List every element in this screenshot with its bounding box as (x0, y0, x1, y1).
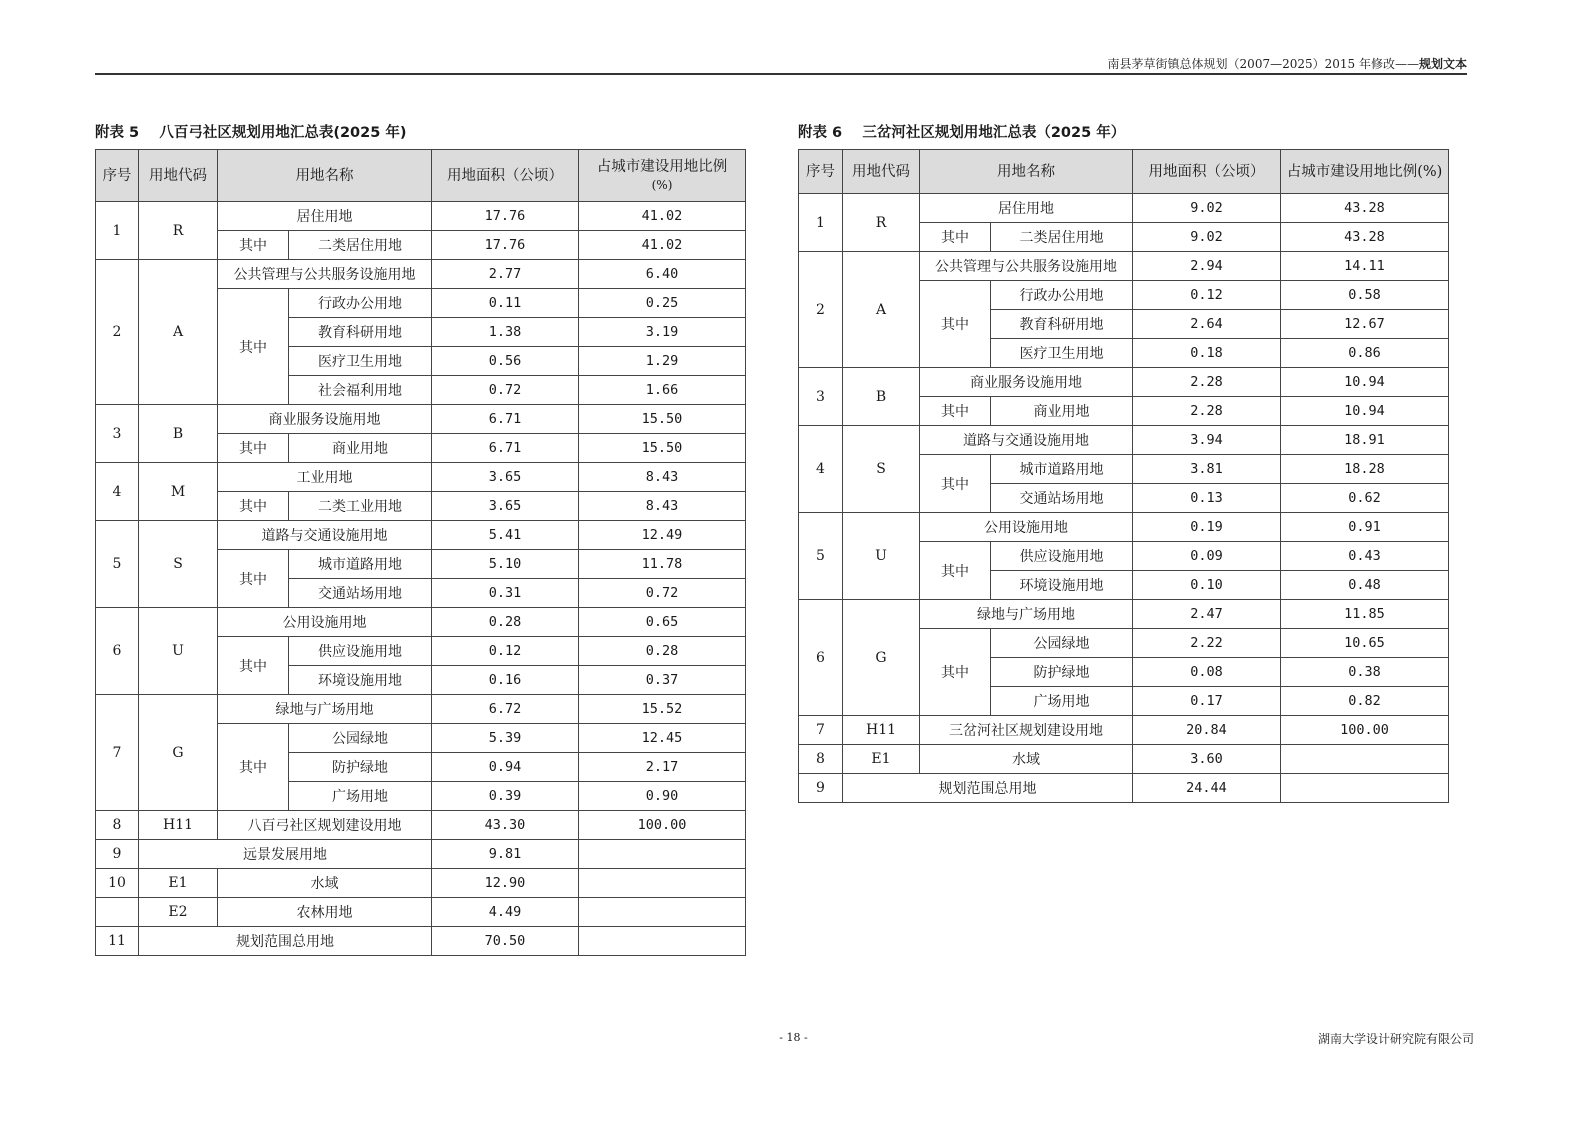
cell-name: 八百弓社区规划建设用地 (218, 811, 432, 840)
table-row (96, 260, 746, 289)
cell-ratio-empty (1281, 745, 1449, 774)
cell-area: 3.65 (432, 492, 579, 521)
cell-area: 0.17 (1133, 687, 1281, 716)
cell-sub-name: 交通站场用地 (991, 484, 1133, 513)
cell-code: S (843, 426, 920, 513)
cell-sub-label: 其中 (218, 289, 289, 405)
cell-ratio: 0.38 (1281, 658, 1449, 687)
cell-area: 0.18 (1133, 339, 1281, 368)
cell-seq: 6 (96, 608, 139, 695)
cell-code: E2 (139, 898, 218, 927)
cell-area: 9.81 (432, 840, 579, 869)
cell-area: 0.09 (1133, 542, 1281, 571)
cell-sub-name: 防护绿地 (991, 658, 1133, 687)
cell-sub-name: 二类居住用地 (991, 223, 1133, 252)
cell-sub-label: 其中 (218, 724, 289, 811)
cell-sub-name: 医疗卫生用地 (991, 339, 1133, 368)
cell-seq: 6 (799, 600, 843, 716)
cell-ratio: 8.43 (579, 492, 746, 521)
cell-code: U (139, 608, 218, 695)
cell-name: 规划范围总用地 (139, 927, 432, 956)
cell-sub-label: 其中 (218, 231, 289, 260)
cell-area: 6.71 (432, 405, 579, 434)
cell-sub-label: 其中 (920, 281, 991, 368)
cell-seq: 9 (96, 840, 139, 869)
header-ratio: 占城市建设用地比例(%) (1281, 150, 1449, 194)
cell-code: A (843, 252, 920, 368)
cell-ratio: 0.82 (1281, 687, 1449, 716)
cell-name: 公用设施用地 (920, 513, 1133, 542)
cell-area: 3.60 (1133, 745, 1281, 774)
cell-area: 0.31 (432, 579, 579, 608)
header-title-prefix: 南县茅草街镇总体规划（2007—2025）2015 年修改—— (1107, 57, 1419, 71)
cell-sub-name: 城市道路用地 (991, 455, 1133, 484)
cell-sub-label: 其中 (920, 223, 991, 252)
cell-seq: 7 (799, 716, 843, 745)
cell-sub-name: 供应设施用地 (289, 637, 432, 666)
table-row (96, 405, 746, 434)
table6-header-row (799, 150, 1449, 194)
cell-ratio: 0.25 (579, 289, 746, 318)
cell-code: H11 (139, 811, 218, 840)
cell-ratio: 6.40 (579, 260, 746, 289)
cell-area: 0.12 (1133, 281, 1281, 310)
cell-area: 2.47 (1133, 600, 1281, 629)
table-row (799, 194, 1449, 223)
header-ratio-label: 占城市建设用地比例 (596, 158, 728, 175)
cell-area: 9.02 (1133, 223, 1281, 252)
cell-ratio: 12.49 (579, 521, 746, 550)
cell-sub-label: 其中 (920, 397, 991, 426)
table-row (96, 840, 746, 869)
cell-seq: 2 (96, 260, 139, 405)
cell-code: E1 (843, 745, 920, 774)
cell-name: 公共管理与公共服务设施用地 (920, 252, 1133, 281)
cell-ratio: 0.58 (1281, 281, 1449, 310)
cell-area: 3.94 (1133, 426, 1281, 455)
table-row (799, 252, 1449, 281)
cell-seq: 5 (799, 513, 843, 600)
cell-code: R (139, 202, 218, 260)
cell-area: 17.76 (432, 231, 579, 260)
table-row (799, 745, 1449, 774)
cell-ratio: 15.50 (579, 405, 746, 434)
cell-ratio-empty (579, 927, 746, 956)
cell-area: 0.19 (1133, 513, 1281, 542)
cell-area: 5.10 (432, 550, 579, 579)
page-number: - 18 - (779, 1031, 808, 1044)
table-row (799, 368, 1449, 397)
cell-sub-label: 其中 (920, 455, 991, 513)
cell-name: 道路与交通设施用地 (218, 521, 432, 550)
cell-area: 6.72 (432, 695, 579, 724)
table-row (799, 600, 1449, 629)
cell-name: 公用设施用地 (218, 608, 432, 637)
cell-ratio: 0.91 (1281, 513, 1449, 542)
cell-ratio: 0.37 (579, 666, 746, 695)
cell-ratio: 0.72 (579, 579, 746, 608)
cell-sub-name: 广场用地 (289, 782, 432, 811)
header-code: 用地代码 (139, 150, 218, 202)
cell-sub-name: 防护绿地 (289, 753, 432, 782)
table-row (96, 202, 746, 231)
cell-seq: 10 (96, 869, 139, 898)
cell-name: 公共管理与公共服务设施用地 (218, 260, 432, 289)
header-title-bold: 规划文本 (1418, 57, 1467, 71)
cell-code: S (139, 521, 218, 608)
cell-area: 17.76 (432, 202, 579, 231)
cell-ratio: 0.43 (1281, 542, 1449, 571)
cell-ratio: 11.85 (1281, 600, 1449, 629)
cell-sub-name: 商业用地 (991, 397, 1133, 426)
table-row (96, 695, 746, 724)
cell-area: 2.64 (1133, 310, 1281, 339)
cell-seq: 4 (96, 463, 139, 521)
cell-ratio: 43.28 (1281, 194, 1449, 223)
cell-ratio-empty (579, 898, 746, 927)
cell-ratio: 10.94 (1281, 368, 1449, 397)
cell-name: 农林用地 (218, 898, 432, 927)
header-ratio (579, 150, 746, 202)
cell-ratio: 0.28 (579, 637, 746, 666)
cell-seq: 7 (96, 695, 139, 811)
cell-ratio: 1.66 (579, 376, 746, 405)
header-name: 用地名称 (920, 150, 1133, 194)
cell-ratio: 0.48 (1281, 571, 1449, 600)
cell-ratio: 18.28 (1281, 455, 1449, 484)
table5-header-row (96, 150, 746, 202)
cell-area: 4.49 (432, 898, 579, 927)
cell-name: 远景发展用地 (139, 840, 432, 869)
table-row (96, 608, 746, 637)
table-row (799, 774, 1449, 803)
document-header (1108, 55, 1467, 72)
cell-sub-name: 行政办公用地 (991, 281, 1133, 310)
cell-ratio: 100.00 (1281, 716, 1449, 745)
cell-area: 3.65 (432, 463, 579, 492)
cell-area: 70.50 (432, 927, 579, 956)
cell-ratio: 0.86 (1281, 339, 1449, 368)
cell-seq: 1 (96, 202, 139, 260)
table-row (96, 869, 746, 898)
cell-ratio: 15.50 (579, 434, 746, 463)
table6 (798, 149, 1449, 803)
cell-seq: 5 (96, 521, 139, 608)
header-area: 用地面积（公顷） (1133, 150, 1281, 194)
cell-sub-name: 医疗卫生用地 (289, 347, 432, 376)
table5 (95, 149, 746, 956)
cell-ratio: 11.78 (579, 550, 746, 579)
cell-sub-name: 环境设施用地 (991, 571, 1133, 600)
cell-sub-label: 其中 (218, 637, 289, 695)
cell-seq: 9 (799, 774, 843, 803)
table5-container (95, 123, 745, 956)
cell-ratio: 43.28 (1281, 223, 1449, 252)
cell-area: 12.90 (432, 869, 579, 898)
cell-seq: 1 (799, 194, 843, 252)
table-row (96, 927, 746, 956)
cell-ratio: 3.19 (579, 318, 746, 347)
cell-sub-name: 商业用地 (289, 434, 432, 463)
cell-name: 水域 (218, 869, 432, 898)
table-row (96, 811, 746, 840)
cell-name: 居住用地 (920, 194, 1133, 223)
cell-area: 2.94 (1133, 252, 1281, 281)
cell-area: 9.02 (1133, 194, 1281, 223)
cell-sub-label: 其中 (920, 629, 991, 716)
cell-code: R (843, 194, 920, 252)
cell-area: 0.12 (432, 637, 579, 666)
cell-ratio: 10.94 (1281, 397, 1449, 426)
cell-area: 1.38 (432, 318, 579, 347)
cell-seq: 8 (799, 745, 843, 774)
table-row (96, 898, 746, 927)
cell-area: 0.08 (1133, 658, 1281, 687)
cell-area: 0.72 (432, 376, 579, 405)
table-row (96, 463, 746, 492)
cell-ratio: 8.43 (579, 463, 746, 492)
cell-name: 商业服务设施用地 (218, 405, 432, 434)
table5-title: 附表 5 八百弓社区规划用地汇总表(2025 年) (95, 125, 407, 141)
cell-sub-name: 公园绿地 (289, 724, 432, 753)
cell-area: 0.56 (432, 347, 579, 376)
cell-area: 0.10 (1133, 571, 1281, 600)
cell-ratio: 41.02 (579, 231, 746, 260)
cell-name: 规划范围总用地 (843, 774, 1133, 803)
cell-area: 43.30 (432, 811, 579, 840)
cell-name: 绿地与广场用地 (920, 600, 1133, 629)
cell-seq: 2 (799, 252, 843, 368)
cell-ratio: 100.00 (579, 811, 746, 840)
table6-title: 附表 6 三岔河社区规划用地汇总表（2025 年） (798, 125, 1126, 141)
cell-ratio: 0.90 (579, 782, 746, 811)
cell-ratio: 0.65 (579, 608, 746, 637)
cell-area: 2.22 (1133, 629, 1281, 658)
cell-seq: 8 (96, 811, 139, 840)
cell-code: U (843, 513, 920, 600)
cell-seq-empty (96, 898, 139, 927)
cell-area: 20.84 (1133, 716, 1281, 745)
cell-code: B (139, 405, 218, 463)
table-row (799, 513, 1449, 542)
cell-name: 三岔河社区规划建设用地 (920, 716, 1133, 745)
cell-ratio: 15.52 (579, 695, 746, 724)
cell-sub-name: 公园绿地 (991, 629, 1133, 658)
cell-code: M (139, 463, 218, 521)
cell-area: 24.44 (1133, 774, 1281, 803)
cell-name: 绿地与广场用地 (218, 695, 432, 724)
table-row (799, 426, 1449, 455)
cell-ratio: 41.02 (579, 202, 746, 231)
cell-area: 0.94 (432, 753, 579, 782)
header-ratio-unit: (%) (651, 177, 673, 192)
cell-name: 工业用地 (218, 463, 432, 492)
cell-ratio: 1.29 (579, 347, 746, 376)
cell-sub-label: 其中 (218, 550, 289, 608)
cell-code: G (139, 695, 218, 811)
header-seq: 序号 (799, 150, 843, 194)
header-divider (95, 73, 1467, 75)
cell-area: 5.39 (432, 724, 579, 753)
cell-ratio: 12.45 (579, 724, 746, 753)
cell-sub-name: 教育科研用地 (991, 310, 1133, 339)
cell-name: 道路与交通设施用地 (920, 426, 1133, 455)
cell-name: 水域 (920, 745, 1133, 774)
cell-area: 2.28 (1133, 368, 1281, 397)
cell-area: 0.13 (1133, 484, 1281, 513)
header-area: 用地面积（公顷） (432, 150, 579, 202)
cell-ratio: 2.17 (579, 753, 746, 782)
cell-area: 0.16 (432, 666, 579, 695)
cell-code: A (139, 260, 218, 405)
cell-ratio: 10.65 (1281, 629, 1449, 658)
cell-area: 0.39 (432, 782, 579, 811)
cell-seq: 4 (799, 426, 843, 513)
cell-sub-label: 其中 (218, 492, 289, 521)
cell-seq: 3 (799, 368, 843, 426)
cell-sub-name: 教育科研用地 (289, 318, 432, 347)
cell-ratio-empty (579, 869, 746, 898)
cell-sub-name: 社会福利用地 (289, 376, 432, 405)
header-name: 用地名称 (218, 150, 432, 202)
cell-name: 商业服务设施用地 (920, 368, 1133, 397)
cell-area: 5.41 (432, 521, 579, 550)
cell-sub-name: 二类居住用地 (289, 231, 432, 260)
cell-sub-name: 环境设施用地 (289, 666, 432, 695)
cell-ratio: 12.67 (1281, 310, 1449, 339)
cell-sub-name: 城市道路用地 (289, 550, 432, 579)
cell-ratio-empty (1281, 774, 1449, 803)
header-code: 用地代码 (843, 150, 920, 194)
table6-container (798, 123, 1448, 803)
cell-area: 0.11 (432, 289, 579, 318)
footer-organization: 湖南大学设计研究院有限公司 (1317, 1032, 1474, 1046)
cell-name: 居住用地 (218, 202, 432, 231)
table-row (799, 716, 1449, 745)
cell-area: 2.77 (432, 260, 579, 289)
cell-sub-label: 其中 (920, 542, 991, 600)
cell-ratio: 0.62 (1281, 484, 1449, 513)
cell-code: B (843, 368, 920, 426)
cell-ratio-empty (579, 840, 746, 869)
cell-sub-name: 供应设施用地 (991, 542, 1133, 571)
table-row (96, 521, 746, 550)
cell-seq: 3 (96, 405, 139, 463)
cell-area: 2.28 (1133, 397, 1281, 426)
cell-area: 0.28 (432, 608, 579, 637)
cell-sub-name: 交通站场用地 (289, 579, 432, 608)
cell-ratio: 14.11 (1281, 252, 1449, 281)
header-seq: 序号 (96, 150, 139, 202)
cell-area: 6.71 (432, 434, 579, 463)
cell-sub-name: 广场用地 (991, 687, 1133, 716)
cell-sub-label: 其中 (218, 434, 289, 463)
cell-code: G (843, 600, 920, 716)
cell-sub-name: 二类工业用地 (289, 492, 432, 521)
cell-code: E1 (139, 869, 218, 898)
cell-seq: 11 (96, 927, 139, 956)
cell-ratio: 18.91 (1281, 426, 1449, 455)
cell-area: 3.81 (1133, 455, 1281, 484)
cell-code: H11 (843, 716, 920, 745)
cell-sub-name: 行政办公用地 (289, 289, 432, 318)
